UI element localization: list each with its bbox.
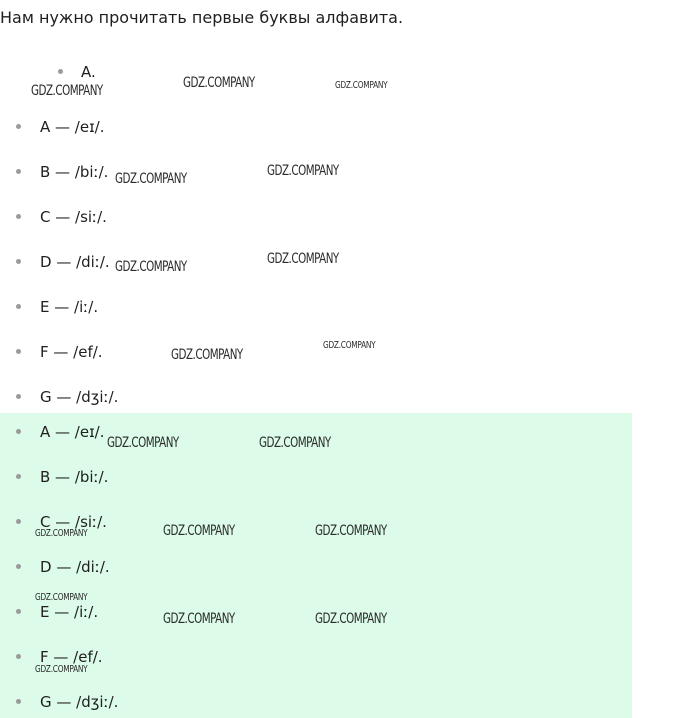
watermark: GDZ.COMPANY	[163, 611, 235, 627]
list-item	[16, 386, 118, 408]
watermark: GDZ.COMPANY	[267, 163, 339, 179]
list-item	[16, 341, 103, 363]
letter-pronunciation: C — /siː/.	[40, 513, 107, 531]
bullet-icon	[16, 349, 21, 354]
list-item-label: A.	[81, 63, 96, 81]
list-item	[16, 161, 108, 183]
bullet-icon	[16, 519, 21, 524]
letter-pronunciation: B — /biː/.	[40, 163, 109, 181]
watermark: GDZ.COMPANY	[267, 251, 339, 267]
letter-pronunciation: G — /dʒiː/.	[40, 693, 119, 711]
bullet-icon	[16, 609, 21, 614]
letter-pronunciation: G — /dʒiː/.	[40, 388, 119, 406]
letter-pronunciation: E — /iː/.	[40, 298, 99, 316]
watermark: GDZ.COMPANY	[163, 523, 235, 539]
list-item	[16, 421, 104, 443]
list-item-first	[58, 61, 96, 83]
watermark: GDZ.COMPANY	[115, 171, 187, 187]
list-item	[16, 296, 98, 318]
watermark: GDZ.COMPANY	[115, 259, 187, 275]
bullet-icon	[16, 259, 21, 264]
letter-pronunciation: C — /siː/.	[40, 208, 107, 226]
bullet-icon	[16, 699, 21, 704]
letter-pronunciation: E — /iː/.	[40, 603, 99, 621]
bullet-icon	[16, 394, 21, 399]
letter-pronunciation: F — /ef/.	[40, 648, 103, 666]
bullet-icon	[16, 214, 21, 219]
bullet-icon	[16, 169, 21, 174]
watermark: GDZ.COMPANY	[31, 83, 103, 99]
watermark: GDZ.COMPANY	[335, 80, 388, 91]
watermark: GDZ.COMPANY	[35, 528, 88, 539]
watermark: GDZ.COMPANY	[315, 611, 387, 627]
list-item	[16, 206, 107, 228]
watermark: GDZ.COMPANY	[35, 592, 88, 603]
watermark: GDZ.COMPANY	[183, 75, 255, 91]
watermark: GDZ.COMPANY	[107, 435, 179, 451]
bullet-icon	[16, 124, 21, 129]
bullet-icon	[58, 69, 63, 74]
watermark: GDZ.COMPANY	[315, 523, 387, 539]
bullet-icon	[16, 304, 21, 309]
list-item	[16, 251, 110, 273]
letter-pronunciation: A — /eɪ/.	[40, 118, 105, 136]
watermark: GDZ.COMPANY	[259, 435, 331, 451]
letter-pronunciation: A — /eɪ/.	[40, 423, 105, 441]
letter-pronunciation: B — /biː/.	[40, 468, 109, 486]
watermark: GDZ.COMPANY	[323, 340, 376, 351]
bullet-icon	[16, 474, 21, 479]
watermark: GDZ.COMPANY	[35, 664, 88, 675]
list-item	[16, 466, 108, 488]
list-item	[16, 691, 118, 713]
list-item	[16, 116, 104, 138]
watermark: GDZ.COMPANY	[171, 347, 243, 363]
list-item	[16, 601, 98, 623]
intro-text: Нам нужно прочитать первые буквы алфавита.	[0, 8, 404, 27]
bullet-icon	[16, 654, 21, 659]
bullet-icon	[16, 429, 21, 434]
list-item	[16, 556, 110, 578]
bullet-icon	[16, 564, 21, 569]
letter-pronunciation: F — /ef/.	[40, 343, 103, 361]
letter-pronunciation: D — /diː/.	[40, 558, 110, 576]
letter-pronunciation: D — /diː/.	[40, 253, 110, 271]
